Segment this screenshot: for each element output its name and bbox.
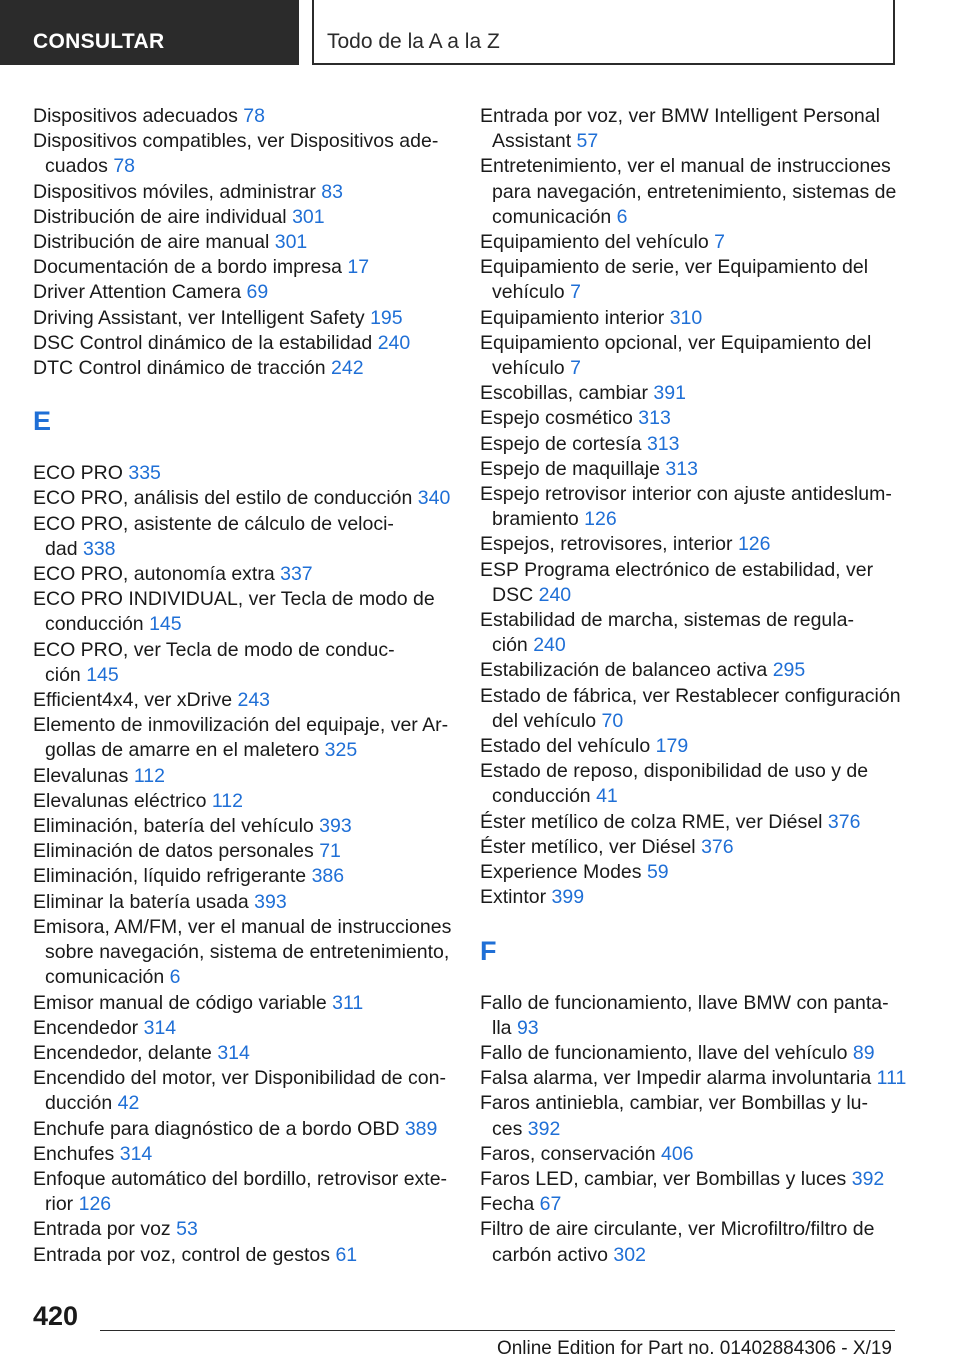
entry-text: Documentación de a bordo impresa [33, 256, 342, 279]
entry-text: sobre navegación, sistema de entretenimiento, [45, 941, 450, 964]
entry-text: Espejo retrovisor interior con ajuste antideslum- [480, 483, 892, 506]
entry-text: Faros LED, cambiar, ver Bombillas y luces [480, 1167, 847, 1190]
page-link[interactable]: 376 [701, 835, 734, 858]
page-link[interactable]: 83 [321, 180, 343, 203]
page-link[interactable]: 301 [274, 231, 308, 254]
page-link[interactable]: 310 [669, 306, 703, 329]
page-link[interactable]: 314 [119, 1142, 153, 1165]
page-link[interactable]: 240 [377, 331, 411, 354]
index-entry [480, 608, 892, 658]
index-entry [33, 764, 445, 789]
entry-text: ECO PRO, análisis del estilo de conducción [33, 487, 413, 510]
entry-text: Driving Assistant, ver Intelligent Safety [33, 306, 365, 329]
page-link[interactable]: 314 [217, 1041, 250, 1064]
entry-text: Fallo de funcionamiento, llave del vehículo [480, 1041, 848, 1064]
index-entry [480, 885, 892, 910]
index-entry [480, 255, 892, 305]
page-link[interactable]: 240 [538, 583, 572, 606]
index-entry [33, 587, 445, 637]
page-link[interactable]: 89 [852, 1041, 875, 1064]
entry-text: DSC Control dinámico de la estabilidad [33, 331, 373, 354]
entry-text: Elevalunas eléctrico [33, 789, 207, 812]
index-entry [480, 381, 892, 406]
page-link[interactable]: 240 [533, 634, 566, 657]
page-link[interactable]: 243 [237, 689, 271, 712]
index-entry [33, 991, 445, 1016]
entry-text: Elemento de inmovilización del equipaje, ver Ar- [33, 714, 449, 737]
entry-text: Equipamiento interior [480, 306, 665, 329]
index-entry [33, 486, 451, 511]
entry-text: Equipamiento de serie, ver Equipamiento del [480, 256, 869, 279]
page-link[interactable]: 337 [280, 563, 313, 586]
chapter-title: Todo de la A a la Z [312, 0, 895, 65]
entry-text: bramiento [492, 508, 579, 531]
index-entry [33, 1117, 445, 1142]
entry-text: ción [45, 663, 81, 686]
entry-text: rior [45, 1193, 74, 1216]
entry-text: Fecha [480, 1193, 535, 1216]
entry-text: Encendedor [33, 1016, 139, 1039]
entry-text: dad [45, 537, 78, 560]
entry-text: comunicación [45, 966, 165, 989]
index-entry [33, 789, 445, 814]
index-entry [480, 734, 892, 759]
page-link[interactable]: 93 [516, 1016, 539, 1039]
entry-text: Faros, conservación [480, 1142, 656, 1165]
section-letter: E [33, 406, 52, 437]
index-entry [480, 532, 892, 557]
entry-text: vehículo [492, 357, 565, 380]
index-entry [480, 1041, 892, 1066]
page-link[interactable]: 313 [638, 407, 671, 430]
index-entry [33, 230, 445, 255]
page-link[interactable]: 391 [653, 382, 686, 405]
index-entry [33, 713, 449, 763]
index-entry [480, 406, 892, 431]
index-entry [33, 1217, 445, 1242]
page-link[interactable]: 301 [292, 205, 325, 228]
entry-text: ces [492, 1117, 523, 1140]
page-link[interactable]: 7 [570, 281, 581, 304]
entry-text: Estado de fábrica, ver Restablecer configuración [480, 684, 901, 707]
entry-text: Falsa alarma, ver Impedir alarma involuntaria [480, 1067, 872, 1090]
entry-text: Eliminación, batería del vehículo [33, 815, 314, 838]
entry-text: Éster metílico, ver Diésel [480, 835, 696, 858]
entry-text: conducción [45, 613, 144, 636]
index-entry [480, 1192, 892, 1217]
index-entry [480, 1091, 892, 1141]
section-tab: CONSULTAR [0, 0, 299, 65]
entry-text: Emisora, AM/FM, ver el manual de instrucciones [33, 915, 452, 938]
index-entry [480, 558, 892, 608]
page-link[interactable]: 112 [211, 789, 243, 812]
index-entry [480, 482, 892, 532]
index-entry [33, 638, 445, 688]
entry-text: Enchufe para diagnóstico de a bordo OBD [33, 1117, 400, 1140]
index-entry [480, 1142, 892, 1167]
entry-text: Espejo cosmético [480, 407, 633, 430]
entry-text: Eliminación de datos personales [33, 840, 314, 863]
entry-text: Equipamiento opcional, ver Equipamiento del [480, 331, 872, 354]
page-link[interactable]: 111 [876, 1067, 907, 1090]
index-entry [480, 658, 892, 683]
index-entry [33, 1066, 445, 1116]
page-link[interactable]: 145 [149, 613, 182, 636]
index-entry [33, 1016, 445, 1041]
index-entry [480, 1066, 907, 1091]
entry-text: Dispositivos compatibles, ver Dispositivos ade- [33, 130, 439, 153]
index-entry [33, 461, 445, 486]
entry-text: ción [492, 634, 528, 657]
index-entry [33, 1243, 445, 1268]
page-link[interactable]: 195 [370, 306, 403, 329]
index-entry [480, 991, 892, 1041]
page-link[interactable]: 69 [246, 281, 269, 304]
page-link[interactable]: 179 [655, 735, 689, 758]
index-entry [480, 1217, 892, 1267]
index-entry [33, 1142, 445, 1167]
section-letter: F [480, 935, 497, 966]
index-entry [33, 814, 445, 839]
index-entry [33, 205, 445, 230]
entry-text: Filtro de aire circulante, ver Microfiltro/filtro de [480, 1218, 875, 1241]
entry-text: lla [492, 1016, 512, 1039]
page-link[interactable]: 42 [117, 1092, 140, 1115]
page-link[interactable]: 70 [601, 709, 624, 732]
page-link[interactable]: 78 [243, 105, 265, 127]
edition-footer: Online Edition for Part no. 01402884306 - X/19 [496, 1338, 892, 1359]
page-link[interactable]: 406 [661, 1142, 694, 1165]
entry-text: Distribución de aire manual [33, 231, 270, 254]
entry-text: gollas de amarre en el maletero [45, 739, 320, 762]
index-entry [480, 684, 901, 734]
entry-text: Espejo de cortesía [480, 432, 642, 455]
entry-text: cuados [45, 155, 108, 178]
index-entry [33, 839, 445, 864]
page-link[interactable]: 7 [570, 357, 581, 380]
entry-text: vehículo [492, 281, 565, 304]
index-entry [33, 331, 445, 356]
page-link[interactable]: 314 [143, 1016, 177, 1039]
index-entry [480, 306, 892, 331]
entry-text: Dispositivos adecuados [33, 105, 238, 127]
page-link[interactable]: 112 [133, 764, 165, 787]
page-link[interactable]: 302 [613, 1243, 646, 1266]
entry-text: Enchufes [33, 1142, 115, 1165]
index-entry [33, 255, 445, 280]
entry-text: Entretenimiento, ver el manual de instrucciones [480, 155, 891, 178]
entry-text: DSC [492, 583, 534, 606]
page-link[interactable]: 393 [319, 815, 352, 838]
page-link[interactable]: 61 [335, 1243, 358, 1266]
page-link[interactable]: 242 [331, 357, 364, 380]
page-link[interactable]: 392 [851, 1167, 885, 1190]
entry-text: Entrada por voz, ver BMW Intelligent Personal [480, 105, 880, 127]
entry-text: Equipamiento del vehículo [480, 231, 709, 254]
entry-text: Fallo de funcionamiento, llave BMW con panta- [480, 991, 889, 1014]
page-link[interactable]: 7 [714, 231, 726, 254]
entry-text: Experience Modes [480, 861, 642, 884]
entry-text: Dispositivos móviles, administrar [33, 180, 316, 203]
index-entry [33, 562, 445, 587]
entry-text: Estabilidad de marcha, sistemas de regula- [480, 609, 854, 632]
index-entry [480, 1167, 892, 1192]
entry-text: Estado de reposo, disponibilidad de uso y de [480, 760, 869, 783]
page-link[interactable]: 393 [254, 890, 287, 913]
page-link[interactable]: 313 [665, 457, 698, 480]
index-entry [33, 180, 445, 205]
entry-text: Distribución de aire individual [33, 205, 287, 228]
page-link[interactable]: 335 [128, 462, 161, 485]
entry-text: Efficient4x4, ver xDrive [33, 689, 233, 712]
page-link[interactable]: 340 [417, 487, 451, 510]
entry-text: para navegación, entretenimiento, sistemas de [492, 180, 897, 203]
index-entry [480, 860, 892, 885]
index-column-right [480, 104, 907, 1268]
entry-text: Estado del vehículo [480, 735, 651, 758]
page-link[interactable]: 376 [827, 810, 861, 833]
entry-text: Enfoque automático del bordillo, retrovisor exte- [33, 1167, 448, 1190]
index-entry [480, 154, 897, 230]
page-link[interactable]: 17 [347, 256, 370, 279]
entry-text: carbón activo [492, 1243, 608, 1266]
entry-text: Faros antiniebla, cambiar, ver Bombillas y lu- [480, 1092, 868, 1115]
entry-text: Assistant [492, 130, 572, 153]
page-link[interactable]: 313 [646, 432, 680, 455]
entry-text: Éster metílico de colza RME, ver Diésel [480, 810, 823, 833]
page-link[interactable]: 41 [596, 785, 618, 808]
index-entry [33, 306, 445, 331]
index-entry [33, 356, 445, 381]
index-entry [480, 835, 892, 860]
index-entry [33, 1041, 445, 1066]
entry-text: ECO PRO, asistente de cálculo de veloci- [33, 512, 394, 535]
entry-text: Entrada por voz [33, 1218, 171, 1241]
index-entry [33, 890, 445, 915]
entry-text: Encendedor, delante [33, 1041, 212, 1064]
index-entry [480, 457, 892, 482]
entry-text: Espejos, retrovisores, interior [480, 533, 733, 556]
page-link[interactable]: 311 [332, 991, 364, 1014]
page-link[interactable]: 338 [82, 537, 116, 560]
page-link[interactable]: 126 [737, 533, 771, 556]
footer-divider [100, 1330, 895, 1331]
index-entry [33, 864, 445, 889]
page-link[interactable]: 126 [584, 508, 617, 531]
entry-text: ECO PRO, ver Tecla de modo de conduc- [33, 638, 395, 661]
page-link[interactable]: 126 [78, 1193, 112, 1216]
page-link[interactable]: 145 [86, 663, 119, 686]
entry-text: del vehículo [492, 709, 597, 732]
index-entry [33, 129, 445, 179]
page-link[interactable]: 57 [576, 130, 599, 153]
entry-text: Encendido del motor, ver Disponibilidad de con- [33, 1067, 446, 1090]
entry-text: Escobillas, cambiar [480, 382, 648, 405]
page-link[interactable]: 78 [113, 155, 136, 178]
page-link[interactable]: 59 [646, 861, 669, 884]
entry-text: ESP Programa electrónico de estabilidad, ver [480, 558, 874, 581]
entry-text: ECO PRO INDIVIDUAL, ver Tecla de modo de [33, 588, 435, 611]
page-link[interactable]: 389 [404, 1117, 438, 1140]
entry-text: comunicación [492, 205, 612, 228]
entry-text: Emisor manual de código variable [33, 991, 327, 1014]
entry-text: Driver Attention Camera [33, 281, 242, 304]
page-link[interactable]: 53 [176, 1218, 198, 1241]
entry-text: Elevalunas [33, 764, 129, 787]
page-link[interactable]: 6 [169, 966, 181, 989]
page-link[interactable]: 67 [539, 1193, 562, 1216]
entry-text: Espejo de maquillaje [480, 457, 660, 480]
entry-text: Entrada por voz, control de gestos [33, 1243, 331, 1266]
entry-text: conducción [492, 785, 591, 808]
entry-text: Eliminar la batería usada [33, 890, 249, 913]
entry-text: Extintor [480, 886, 547, 909]
entry-text: ECO PRO [33, 462, 123, 485]
index-column-left [33, 104, 452, 1268]
page-link[interactable]: 325 [324, 739, 358, 762]
index-entry [480, 432, 892, 457]
index-entry [480, 331, 892, 381]
page-link[interactable]: 6 [616, 205, 628, 228]
entry-text: Estabilización de balanceo activa [480, 659, 768, 682]
index-entry [480, 759, 892, 809]
index-entry [33, 688, 445, 713]
page-link[interactable]: 295 [772, 659, 806, 682]
index-entry [480, 104, 892, 154]
page-link[interactable]: 386 [311, 865, 345, 888]
entry-text: ECO PRO, autonomía extra [33, 563, 275, 586]
page-number: 420 [33, 1301, 79, 1331]
entry-text: ducción [45, 1092, 113, 1115]
index-entry [33, 512, 445, 562]
page-link[interactable]: 399 [551, 886, 585, 909]
page-link[interactable]: 392 [527, 1117, 561, 1140]
index-entry [33, 1167, 448, 1217]
index-entry [33, 915, 452, 991]
index-entry [480, 230, 892, 255]
index-entry [33, 280, 445, 305]
index-entry [480, 810, 892, 835]
entry-text: Eliminación, líquido refrigerante [33, 865, 307, 888]
page-link[interactable]: 71 [319, 840, 341, 863]
index-entry [33, 104, 445, 129]
entry-text: DTC Control dinámico de tracción [33, 357, 326, 380]
